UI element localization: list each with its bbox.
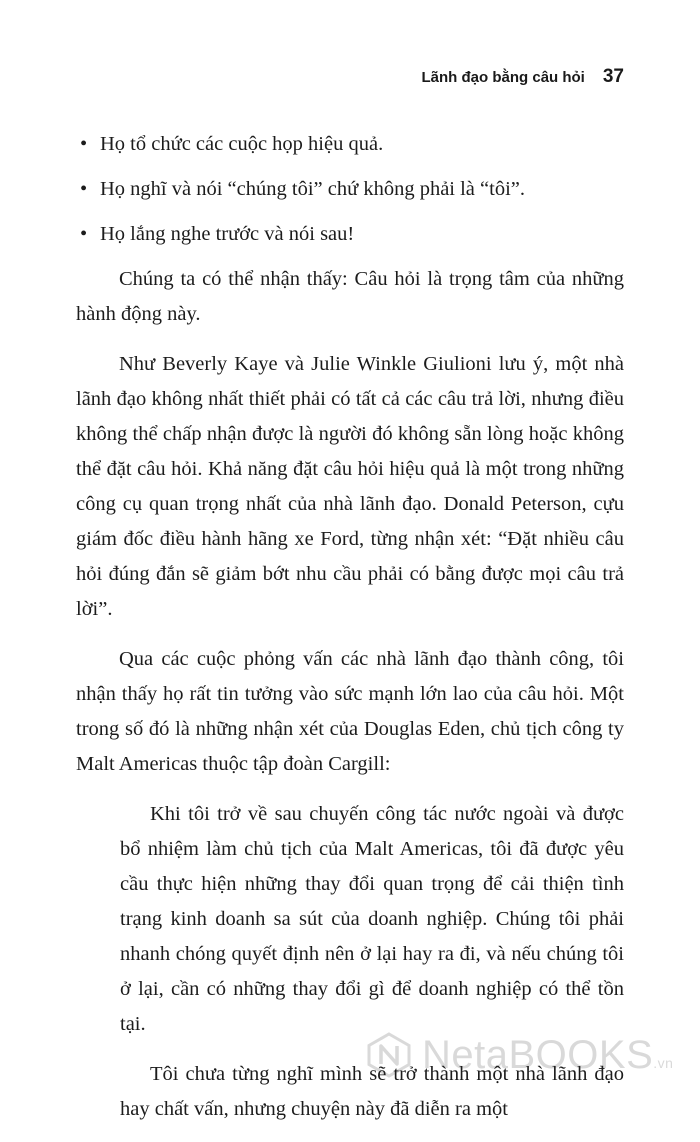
bullet-list (76, 127, 624, 252)
quote-paragraph: Tôi chưa từng nghĩ mình sẽ trở thành một nhà lãnh đạo hay chất vấn, nhưng chuyện này đã diễn ra một (120, 1063, 624, 1120)
bullet-text: Họ lắng nghe trước và nói sau! (100, 223, 355, 245)
running-title: Lãnh đạo bằng câu hỏi (421, 69, 585, 86)
watermark-suffix: .vn (653, 1054, 674, 1071)
netabooks-logo-icon (366, 1032, 412, 1078)
bullet-text: Họ nghĩ và nói “chúng tôi” chứ không phải là “tôi”. (100, 178, 525, 200)
watermark-text (422, 1033, 673, 1078)
bullet-item (76, 217, 624, 252)
bullet-item (76, 172, 624, 207)
bullet-icon: • (80, 223, 88, 245)
bullet-icon: • (80, 178, 88, 200)
page-body (76, 127, 624, 1142)
quote-paragraph: Khi tôi trở về sau chuyến công tác nước ngoài và được bổ nhiệm làm chủ tịch của Malt Americas, tôi đã được yêu cầu thực hiện những thay đổi quan trọng để cải thiện tình trạng kinh doanh sa sút của doanh nghiệp. Chúng tôi phải nhanh chóng quyết định nên ở lại hay ra đi, và nếu chúng tôi ở lại, cần có những thay đổi gì để doanh nghiệp có thể tồn tại. (120, 803, 624, 1035)
bullet-icon: • (80, 133, 88, 155)
body-paragraph: Qua các cuộc phỏng vấn các nhà lãnh đạo thành công, tôi nhận thấy họ rất tin tưởng vào sức mạnh lớn lao của câu hỏi. Một trong số đó là những nhận xét của Douglas Eden, chủ tịch công ty Malt Americas thuộc tập đoàn Cargill: (76, 648, 624, 775)
bullet-text: Họ tổ chức các cuộc họp hiệu quả. (100, 133, 384, 155)
watermark (366, 1032, 673, 1078)
bullet-item (76, 127, 624, 162)
watermark-brand: NetaBOOKS (422, 1032, 654, 1077)
body-paragraph: Như Beverly Kaye và Julie Winkle Giulioni lưu ý, một nhà lãnh đạo không nhất thiết phải có tất cả các câu trả lời, nhưng điều không thể chấp nhận được là người đó không sẵn lòng hoặc không thể đặt câu hỏi. Khả năng đặt câu hỏi hiệu quả là một trong những công cụ quan trọng nhất của nhà lãnh đạo. Donald Peterson, cựu giám đốc điều hành hãng xe Ford, từng nhận xét: “Đặt nhiều câu hỏi đúng đắn sẽ giảm bớt nhu cầu phải có bằng được mọi câu trả lời”. (76, 353, 624, 620)
running-head (422, 66, 624, 88)
page-number: 37 (602, 66, 624, 87)
body-paragraph: Chúng ta có thể nhận thấy: Câu hỏi là trọng tâm của những hành động này. (76, 268, 624, 325)
